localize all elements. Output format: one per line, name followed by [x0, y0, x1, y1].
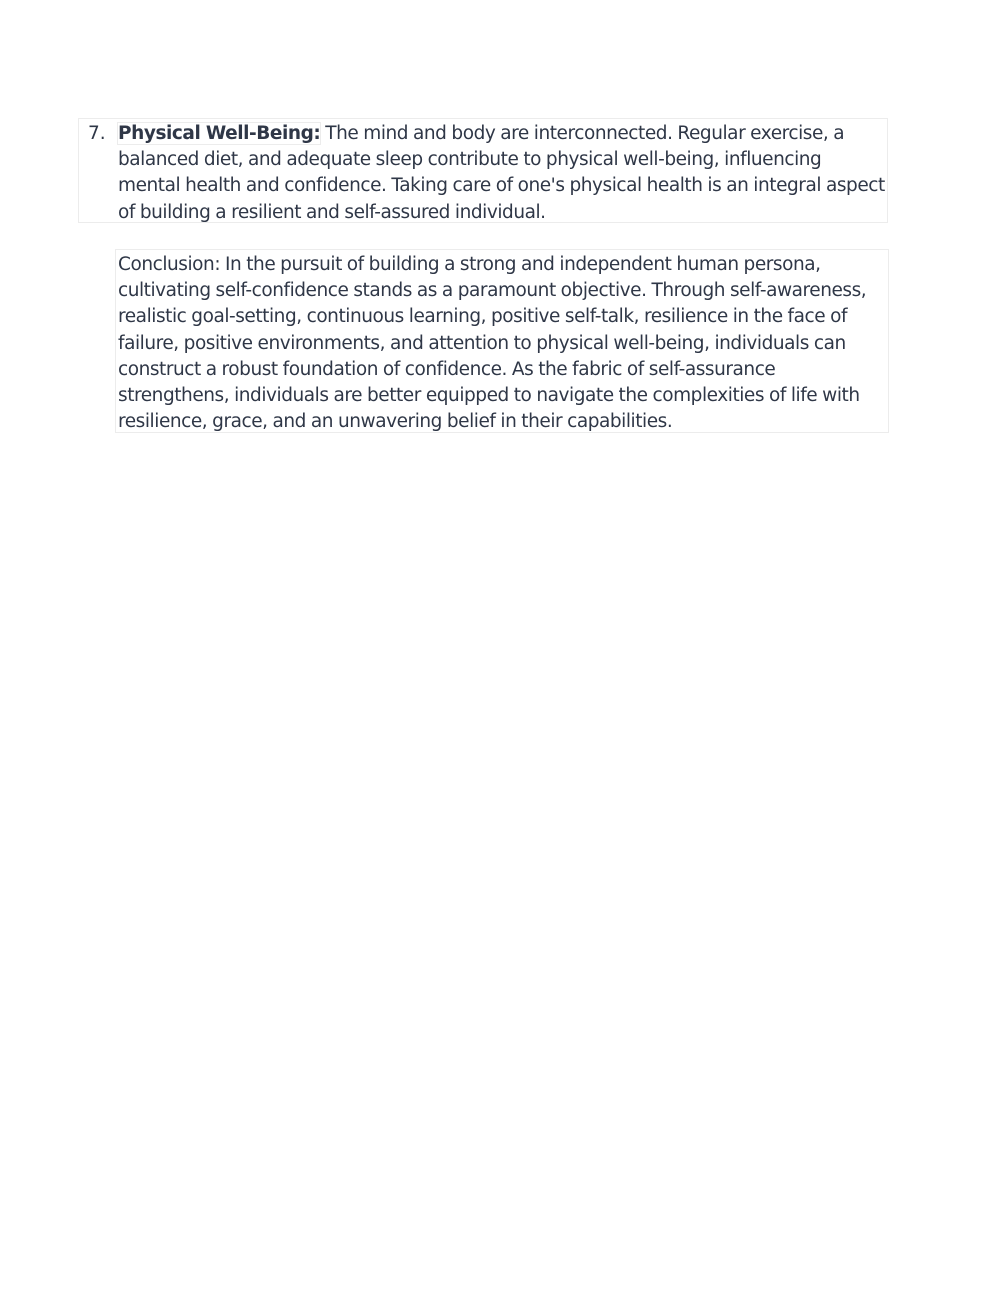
conclusion-paragraph: Conclusion: In the pursuit of building a strong and independent human persona, cultivating self-confidence stands as a paramount objective. Through self-awareness, realistic goal-setting, continuous learning, positive self-talk, resilience in the face of failure, positive environments, and attention to physical well-being, individuals can construct a robust foundation of confidence. As the fabric of self-assurance strengthens, individuals are better equipped to navigate the complexities of life with resilience, grace, and an unwavering belief in their capabilities.	[118, 254, 867, 433]
list-item-text	[118, 121, 888, 226]
list-item-physical-well-being	[78, 118, 888, 223]
list-item-heading: Physical Well-Being:	[118, 123, 321, 144]
conclusion-block	[115, 249, 889, 433]
list-item-body: The mind and body are interconnected. Regular exercise, a balanced diet, and adequate sleep contribute to physical well-being, influencing mental health and confidence. Taking care of one's physical health is an integral aspect of building a resilient and self-assured individual.	[118, 123, 885, 223]
list-item-number: 7.	[88, 123, 106, 144]
